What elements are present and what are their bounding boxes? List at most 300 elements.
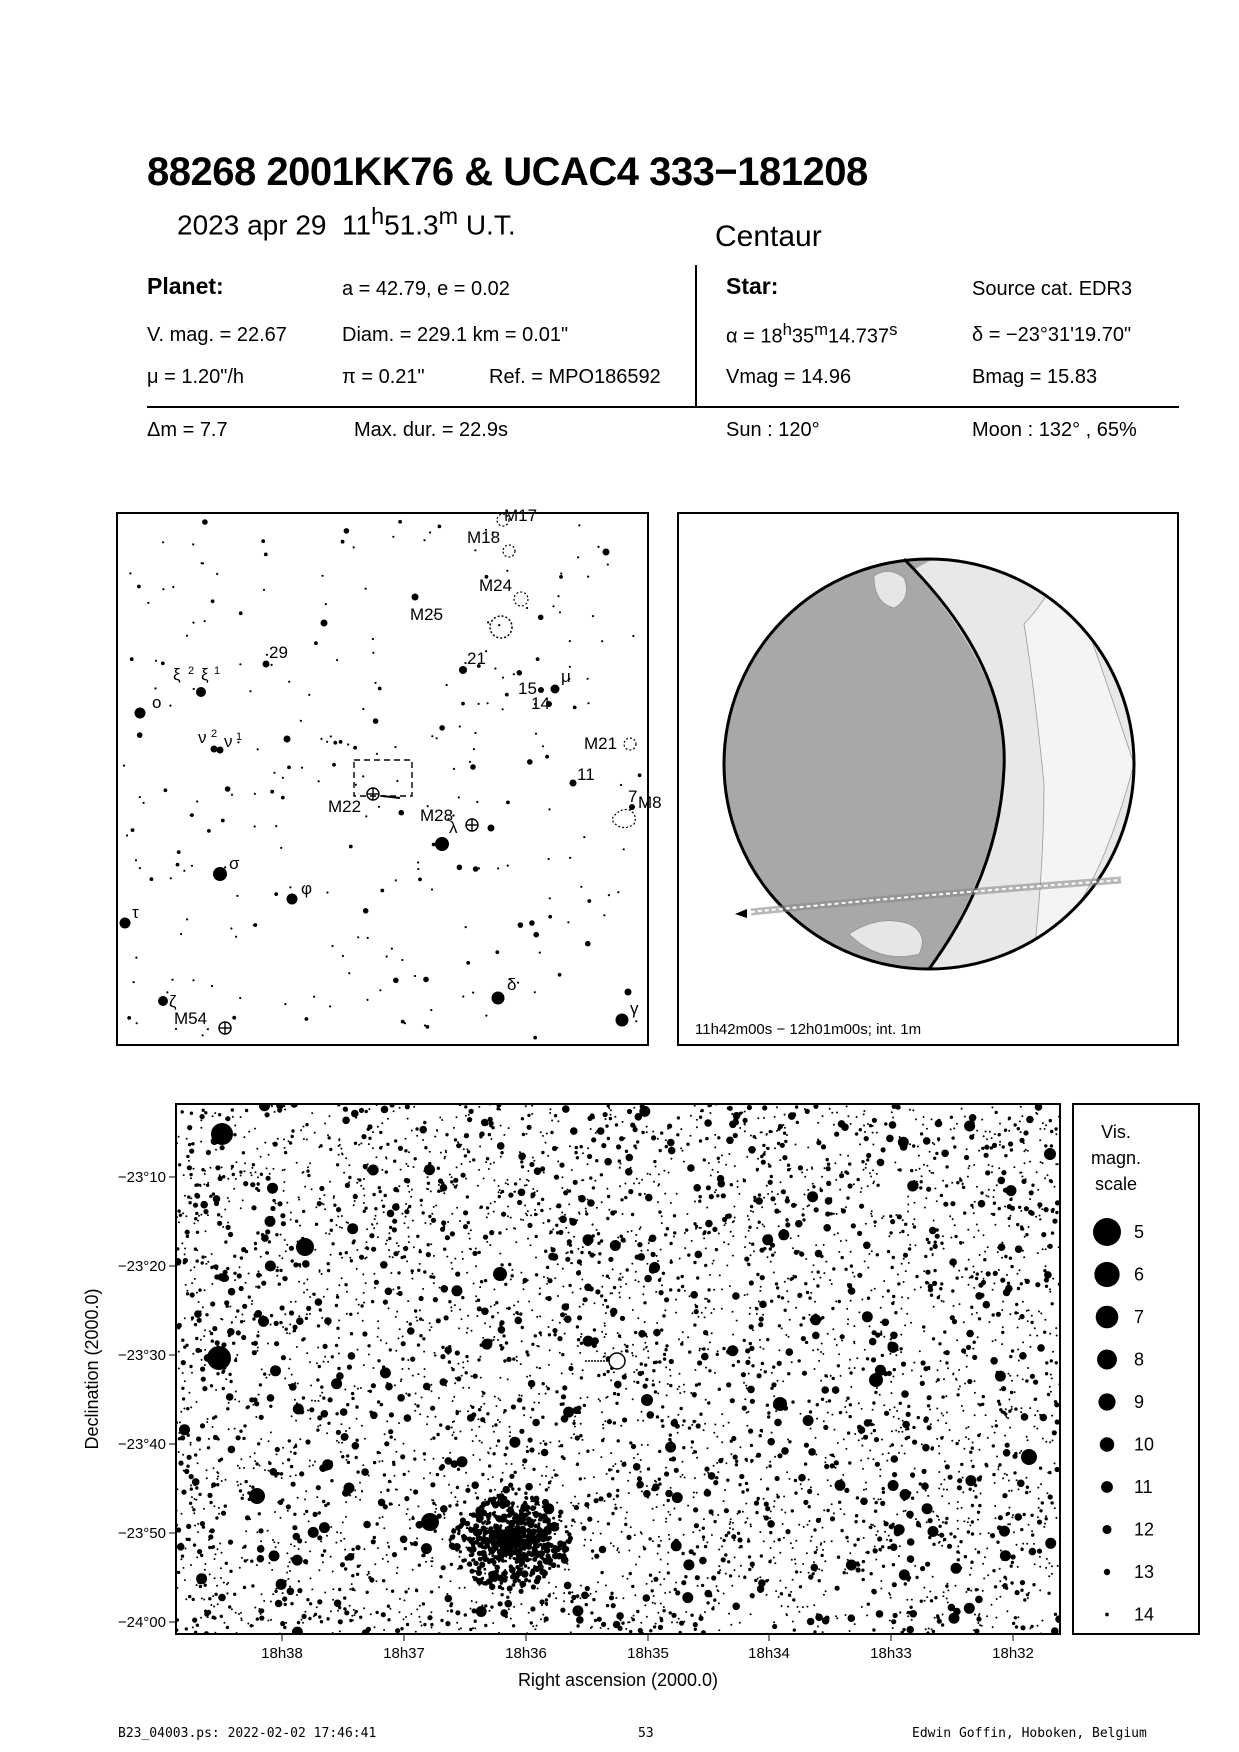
detail-field-star xyxy=(696,1276,699,1279)
detail-field-star xyxy=(348,1352,356,1360)
detail-field-star xyxy=(556,1502,558,1504)
detail-field-star xyxy=(547,1278,552,1283)
detail-field-star xyxy=(811,1166,813,1168)
detail-field-star xyxy=(739,1474,744,1479)
detail-field-star xyxy=(675,1582,677,1584)
detail-field-star xyxy=(787,1164,790,1167)
detail-field-star xyxy=(745,1521,747,1523)
detail-field-star xyxy=(305,1510,308,1513)
detail-field-star xyxy=(762,1224,764,1226)
detail-field-star xyxy=(703,1237,705,1239)
finder-field-star xyxy=(225,786,231,792)
detail-field-star xyxy=(824,1461,826,1463)
detail-field-star xyxy=(207,1493,212,1498)
detail-field-star xyxy=(568,1189,571,1192)
detail-field-star xyxy=(1020,1625,1025,1630)
detail-field-star xyxy=(448,1504,451,1507)
detail-field-star xyxy=(881,1545,884,1548)
detail-field-star xyxy=(806,1418,809,1421)
detail-field-star xyxy=(704,1473,706,1475)
detail-field-star xyxy=(649,1262,660,1273)
detail-field-star xyxy=(629,1472,631,1474)
detail-field-star xyxy=(500,1125,502,1127)
detail-field-star xyxy=(323,1203,325,1205)
finder-field-star xyxy=(193,688,195,690)
detail-field-star xyxy=(252,1625,254,1627)
detail-field-star xyxy=(298,1199,300,1201)
detail-field-star xyxy=(950,1201,955,1206)
detail-field-star xyxy=(717,1171,719,1173)
detail-field-star xyxy=(527,1125,532,1130)
detail-field-star xyxy=(290,1543,292,1545)
detail-field-star xyxy=(922,1325,925,1328)
detail-field-star xyxy=(941,1300,943,1302)
detail-field-star xyxy=(1017,1616,1019,1618)
detail-field-star xyxy=(872,1458,874,1460)
detail-field-star xyxy=(343,1107,348,1112)
detail-field-star xyxy=(625,1283,627,1285)
detail-field-star xyxy=(447,1221,449,1223)
detail-field-star xyxy=(388,1307,390,1309)
detail-field-star xyxy=(632,1618,635,1621)
detail-field-star xyxy=(1008,1141,1013,1146)
detail-field-star xyxy=(807,1191,818,1202)
detail-field-star xyxy=(755,1511,758,1514)
detail-field-star xyxy=(668,1438,671,1441)
detail-field-star xyxy=(1008,1373,1010,1375)
detail-field-star xyxy=(430,1438,432,1440)
detail-field-star xyxy=(873,1181,875,1183)
detail-field-star xyxy=(872,1409,874,1411)
detail-field-star xyxy=(198,1215,200,1217)
detail-field-star xyxy=(233,1255,236,1258)
detail-field-star xyxy=(341,1433,349,1441)
detail-field-star xyxy=(282,1447,284,1449)
field-of-view-box xyxy=(354,760,412,796)
detail-field-star xyxy=(762,1348,764,1350)
detail-field-star xyxy=(631,1230,633,1232)
detail-field-star xyxy=(513,1227,515,1229)
detail-field-star xyxy=(784,1114,786,1116)
detail-field-star xyxy=(643,1490,651,1498)
detail-field-star xyxy=(716,1353,719,1356)
detail-field-star xyxy=(327,1269,330,1272)
detail-field-star xyxy=(184,1317,186,1319)
detail-field-star xyxy=(842,1474,844,1476)
detail-field-star xyxy=(737,1537,742,1542)
ra-seconds: 14.737 xyxy=(828,325,890,348)
detail-field-star xyxy=(251,1174,253,1176)
detail-field-star xyxy=(604,1420,606,1422)
detail-field-star xyxy=(215,1389,217,1391)
detail-field-star xyxy=(481,1391,483,1393)
detail-field-star xyxy=(621,1531,623,1533)
detail-field-star xyxy=(423,1383,431,1391)
detail-field-star xyxy=(670,1487,672,1489)
detail-field-star xyxy=(481,1473,484,1476)
detail-field-star xyxy=(194,1498,196,1500)
detail-field-star xyxy=(460,1627,462,1629)
detail-field-star xyxy=(191,1316,194,1319)
detail-field-star xyxy=(866,1153,871,1158)
detail-field-star xyxy=(298,1281,300,1283)
detail-field-star xyxy=(472,1608,477,1613)
detail-field-star xyxy=(994,1133,996,1135)
star-ra xyxy=(726,320,898,349)
detail-field-star xyxy=(815,1437,817,1439)
detail-field-star xyxy=(493,1431,495,1433)
detail-field-star xyxy=(595,1591,597,1593)
detail-field-star xyxy=(606,1305,609,1308)
detail-field-star xyxy=(594,1180,596,1182)
detail-field-star xyxy=(922,1503,933,1514)
earth-map-panel xyxy=(677,512,1179,1046)
detail-field-star xyxy=(459,1220,461,1222)
detail-field-star xyxy=(427,1416,429,1418)
detail-field-star xyxy=(406,1321,408,1323)
detail-field-star xyxy=(891,1619,896,1624)
detail-field-star xyxy=(607,1493,612,1498)
detail-field-star xyxy=(506,1228,508,1230)
detail-field-star xyxy=(675,1498,680,1503)
finder-field-star xyxy=(533,932,539,938)
detail-field-star xyxy=(467,1221,470,1224)
detail-field-star xyxy=(359,1108,364,1113)
detail-field-star xyxy=(580,1342,583,1345)
detail-field-star xyxy=(330,1556,332,1558)
detail-field-star xyxy=(766,1185,768,1187)
detail-field-star xyxy=(921,1443,923,1445)
finder-field-star xyxy=(318,780,320,782)
detail-field-star xyxy=(583,1297,588,1302)
detail-field-star xyxy=(707,1401,710,1404)
detail-field-star xyxy=(450,1306,452,1308)
detail-field-star xyxy=(377,1359,380,1362)
detail-field-star xyxy=(204,1364,206,1366)
detail-field-star xyxy=(660,1249,662,1251)
detail-field-star xyxy=(552,1228,554,1230)
detail-field-star xyxy=(251,1205,256,1210)
detail-field-star xyxy=(197,1462,199,1464)
detail-field-star xyxy=(370,1613,372,1615)
detail-field-star xyxy=(619,1136,624,1141)
detail-field-star xyxy=(612,1465,614,1467)
detail-field-star xyxy=(792,1621,794,1623)
detail-field-star xyxy=(595,1289,600,1294)
detail-field-star xyxy=(297,1621,300,1624)
detail-field-star xyxy=(321,1392,323,1394)
detail-field-star xyxy=(408,1588,410,1590)
detail-field-star xyxy=(427,1182,430,1185)
detail-field-star xyxy=(933,1143,935,1145)
detail-field-star xyxy=(648,1357,650,1359)
detail-field-star xyxy=(901,1308,903,1310)
detail-field-star xyxy=(529,1375,531,1377)
detail-field-star xyxy=(486,1216,488,1218)
detail-field-star xyxy=(873,1498,875,1500)
detail-field-star xyxy=(380,1339,382,1341)
detail-field-star xyxy=(682,1419,685,1422)
detail-field-star xyxy=(834,1162,836,1164)
detail-field-star xyxy=(810,1318,813,1321)
finder-field-star xyxy=(476,801,478,803)
detail-field-star xyxy=(453,1431,455,1433)
detail-field-star xyxy=(821,1144,826,1149)
detail-field-star xyxy=(804,1443,809,1448)
detail-field-star xyxy=(984,1145,989,1150)
detail-field-star xyxy=(252,1404,254,1406)
detail-field-star xyxy=(189,1474,194,1479)
detail-field-star xyxy=(761,1160,766,1165)
detail-field-star xyxy=(494,1489,496,1491)
finder-field-star xyxy=(135,957,137,959)
finder-field-star xyxy=(239,611,243,615)
detail-field-star xyxy=(957,1558,960,1561)
detail-field-star xyxy=(974,1484,977,1487)
detail-field-star xyxy=(570,1127,578,1135)
detail-field-star xyxy=(1022,1250,1024,1252)
detail-field-star xyxy=(502,1486,510,1494)
detail-field-star xyxy=(237,1484,239,1486)
detail-field-star xyxy=(777,1380,779,1382)
detail-field-star xyxy=(1055,1211,1058,1214)
detail-field-star xyxy=(730,1183,733,1186)
detail-field-star xyxy=(857,1231,862,1236)
detail-field-star xyxy=(210,1604,212,1606)
detail-field-star xyxy=(419,1605,421,1607)
detail-field-star xyxy=(319,1395,321,1397)
detail-field-star xyxy=(371,1539,376,1544)
detail-field-star xyxy=(267,1394,275,1402)
detail-field-star xyxy=(479,1146,481,1148)
detail-field-star xyxy=(196,1249,198,1251)
detail-field-star xyxy=(456,1410,458,1412)
minute-sup: m xyxy=(438,203,459,229)
detail-field-star xyxy=(676,1133,679,1136)
detail-field-star xyxy=(501,1491,503,1493)
detail-field-star xyxy=(935,1234,940,1239)
detail-field-star xyxy=(536,1190,538,1192)
detail-field-star xyxy=(670,1158,672,1160)
detail-field-star xyxy=(907,1196,909,1198)
detail-field-star xyxy=(640,1471,642,1473)
detail-field-star xyxy=(651,1580,653,1582)
detail-field-star xyxy=(894,1406,896,1408)
detail-field-star xyxy=(763,1498,765,1500)
detail-field-star xyxy=(179,1214,182,1217)
detail-field-star xyxy=(570,1262,572,1264)
detail-field-star xyxy=(667,1563,669,1565)
detail-field-star xyxy=(773,1395,775,1397)
detail-field-star xyxy=(835,1615,837,1617)
detail-field-star xyxy=(644,1342,646,1344)
detail-field-star xyxy=(880,1501,885,1506)
detail-field-star xyxy=(191,1372,193,1374)
detail-field-star xyxy=(773,1557,775,1559)
detail-field-star xyxy=(543,1276,545,1278)
detail-field-star xyxy=(470,1248,472,1250)
detail-field-star xyxy=(795,1144,797,1146)
detail-field-star xyxy=(635,1240,637,1242)
detail-field-star xyxy=(413,1246,415,1248)
detail-field-star xyxy=(735,1604,737,1606)
detail-field-star xyxy=(243,1136,245,1138)
detail-field-star xyxy=(1021,1176,1023,1178)
detail-field-star xyxy=(661,1222,663,1224)
detail-field-star xyxy=(633,1144,636,1147)
detail-field-star xyxy=(521,1165,524,1168)
detail-field-star xyxy=(713,1432,715,1434)
detail-field-star xyxy=(1045,1517,1048,1520)
detail-field-star xyxy=(713,1480,718,1485)
detail-field-star xyxy=(815,1250,823,1258)
detail-field-star xyxy=(722,1194,724,1196)
detail-field-star xyxy=(257,1331,259,1333)
detail-field-star xyxy=(234,1359,237,1362)
detail-field-star xyxy=(643,1546,645,1548)
detail-field-star xyxy=(589,1176,592,1179)
detail-field-star xyxy=(641,1411,643,1413)
detail-field-star xyxy=(518,1153,526,1161)
detail-field-star xyxy=(349,1495,351,1497)
detail-field-star xyxy=(597,1374,600,1377)
finder-field-star xyxy=(578,524,580,526)
detail-field-star xyxy=(848,1367,850,1369)
detail-field-star xyxy=(1019,1172,1021,1174)
detail-field-star xyxy=(296,1594,298,1596)
detail-field-star xyxy=(771,1253,774,1256)
detail-field-star xyxy=(590,1611,593,1614)
finder-field-star xyxy=(339,740,343,744)
detail-field-star xyxy=(792,1579,794,1581)
detail-field-star xyxy=(505,1182,507,1184)
detail-field-star xyxy=(996,1312,1001,1317)
detail-field-star xyxy=(767,1256,769,1258)
detail-field-star xyxy=(604,1325,606,1327)
detail-field-star xyxy=(430,1611,432,1613)
detail-field-star xyxy=(775,1590,777,1592)
detail-field-star xyxy=(747,1263,749,1265)
detail-field-star xyxy=(577,1345,579,1347)
detail-field-star xyxy=(633,1127,638,1132)
detail-field-star xyxy=(876,1132,878,1134)
detail-field-star xyxy=(656,1322,658,1324)
detail-field-star xyxy=(303,1513,305,1515)
detail-field-star xyxy=(401,1368,403,1370)
detail-field-star xyxy=(425,1561,427,1563)
detail-field-star xyxy=(528,1612,530,1614)
detail-field-star xyxy=(804,1176,806,1178)
detail-field-star xyxy=(241,1557,243,1559)
detail-field-star xyxy=(232,1116,234,1118)
detail-field-star xyxy=(622,1121,624,1123)
detail-field-star xyxy=(889,1231,892,1234)
detail-field-star xyxy=(807,1618,815,1626)
detail-field-star xyxy=(767,1520,775,1528)
detail-field-star xyxy=(357,1178,359,1180)
detail-field-star xyxy=(773,1541,775,1543)
detail-field-star xyxy=(822,1115,824,1117)
detail-field-star xyxy=(807,1524,809,1526)
detail-field-star xyxy=(763,1247,766,1250)
detail-field-star xyxy=(662,1609,665,1612)
detail-field-star xyxy=(239,1567,241,1569)
finder-field-star xyxy=(430,1009,432,1011)
detail-field-star xyxy=(974,1201,976,1203)
detail-field-star xyxy=(275,1202,277,1204)
detail-field-star xyxy=(581,1526,586,1531)
detail-field-star xyxy=(328,1324,330,1326)
finder-field-star xyxy=(129,572,131,574)
detail-field-star xyxy=(985,1131,987,1133)
detail-field-star xyxy=(440,1354,445,1359)
detail-field-star xyxy=(1042,1438,1044,1440)
detail-field-star xyxy=(895,1430,897,1432)
finder-field-star xyxy=(560,572,562,574)
detail-field-star xyxy=(944,1521,947,1524)
detail-field-star xyxy=(940,1360,942,1362)
detail-field-star xyxy=(723,1593,725,1595)
detail-field-star xyxy=(1039,1414,1041,1416)
detail-field-star xyxy=(959,1540,962,1543)
detail-field-star xyxy=(928,1397,930,1399)
detail-field-star xyxy=(263,1600,265,1602)
detail-field-star xyxy=(665,1490,673,1498)
finder-field-star xyxy=(580,886,582,888)
detail-field-star xyxy=(344,1483,355,1494)
detail-field-star xyxy=(542,1135,544,1137)
detail-field-star xyxy=(706,1541,708,1543)
detail-field-star xyxy=(1031,1315,1033,1317)
finder-field-star xyxy=(349,845,353,849)
detail-field-star xyxy=(888,1342,896,1350)
detail-field-star xyxy=(440,1505,448,1513)
mu-star xyxy=(551,685,560,694)
detail-field-star xyxy=(640,1459,642,1461)
detail-field-star xyxy=(795,1540,797,1542)
detail-field-star xyxy=(396,1311,398,1313)
detail-field-star xyxy=(548,1333,551,1336)
detail-field-star xyxy=(407,1185,409,1187)
detail-field-star xyxy=(385,1288,393,1296)
detail-field-star xyxy=(979,1293,984,1298)
detail-field-star xyxy=(926,1187,931,1192)
detail-field-star xyxy=(741,1372,746,1377)
detail-field-star xyxy=(189,1173,192,1176)
detail-field-star xyxy=(882,1487,885,1490)
detail-field-star xyxy=(667,1499,670,1502)
detail-field-star xyxy=(995,1371,1006,1382)
detail-field-star xyxy=(251,1167,253,1169)
detail-field-star xyxy=(939,1287,942,1290)
detail-field-star xyxy=(354,1489,356,1491)
detail-field-star xyxy=(420,1199,423,1202)
detail-field-star xyxy=(617,1547,619,1549)
detail-field-star xyxy=(973,1236,975,1238)
detail-field-star xyxy=(1057,1163,1059,1165)
detail-field-star xyxy=(270,1365,281,1376)
detail-field-star xyxy=(465,1115,467,1117)
detail-field-star xyxy=(572,1505,574,1507)
finder-field-star xyxy=(329,1005,331,1007)
detail-field-star xyxy=(194,1193,199,1198)
detail-field-star xyxy=(600,1456,602,1458)
detail-field-star xyxy=(1020,1589,1023,1592)
detail-field-star xyxy=(379,1131,382,1134)
detail-field-star xyxy=(260,1530,262,1532)
detail-field-star xyxy=(862,1367,865,1370)
detail-field-star xyxy=(205,1256,207,1258)
